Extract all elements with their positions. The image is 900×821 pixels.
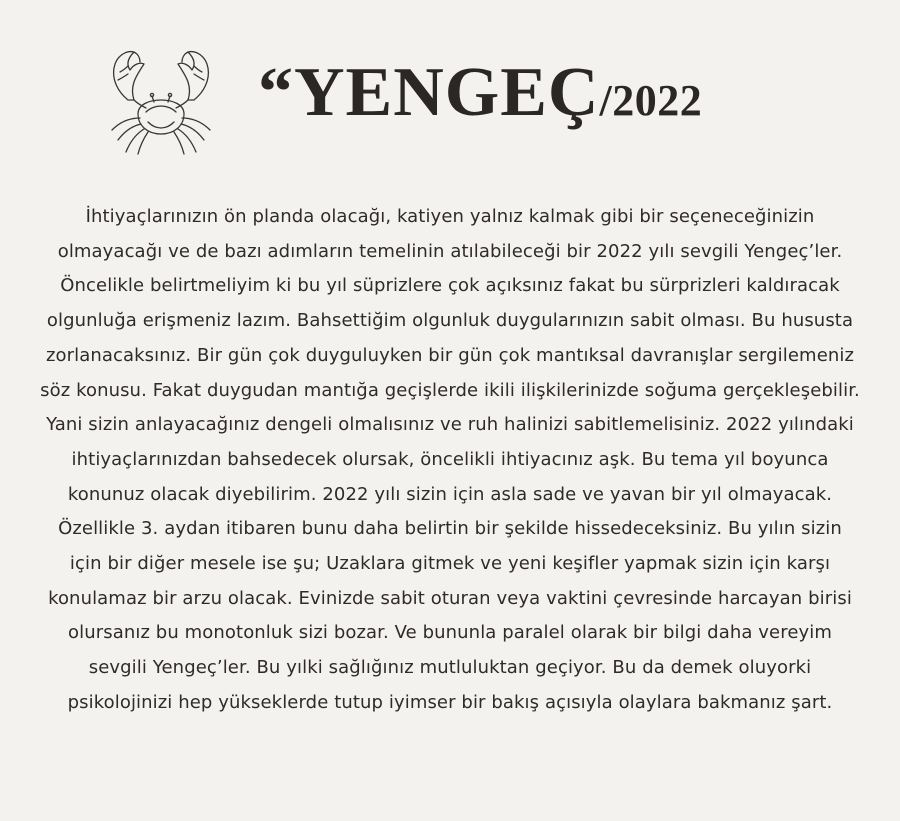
title-sign: “YENGEÇ: [258, 54, 600, 131]
title-year: /2022: [599, 76, 703, 125]
text-line: Yani sizin anlayacağınız dengeli olmalısınız ve ruh halinizi sabitlemelisiniz. 2022 yılındaki: [46, 414, 854, 436]
horoscope-text: [0, 200, 900, 721]
text-line: olmayacağı ve de bazı adımların temelinin atılabileceği bir 2022 yılı sevgili Yengeç’ler.: [57, 240, 843, 262]
crab-icon: [98, 42, 224, 160]
text-line: zorlanacaksınız. Bir gün çok duyguluyken bir gün çok mantıksal davranışlar sergilemeniz: [45, 344, 855, 366]
text-line: konunuz olacak diyebilirim. 2022 yılı sizin için asla sade ve yavan bir yıl olmayacak.: [67, 483, 833, 505]
text-line: Öncelikle belirtmeliyim ki bu yıl süprizlere çok açıksınız fakat bu sürprizleri kaldıracak: [60, 275, 840, 297]
text-line: psikolojinizi hep yükseklerde tutup iyimser bir bakış açısıyla olaylara bakmanız şart.: [67, 691, 833, 713]
text-line: İhtiyaçlarınızın ön planda olacağı, katiyen yalnız kalmak gibi bir seçeneceğinizin: [85, 206, 815, 227]
text-line: konulamaz bir arzu olacak. Evinizde sabit oturan veya vaktini çevresinde harcayan birisi: [48, 587, 852, 609]
header: [0, 28, 900, 168]
text-line: söz konusu. Fakat duygudan mantığa geçişlerde ikili ilişkilerinizde soğuma gerçekleşebilir.: [40, 379, 860, 401]
text-line: Özellikle 3. aydan itibaren bunu daha belirtin bir şekilde hissedeceksiniz. Bu yılın sizin: [58, 518, 842, 540]
text-line: olgunluğa erişmeniz lazım. Bahsettiğim olgunluk duygularınızın sabit olması. Bu hususta: [46, 310, 854, 332]
text-line: sevgili Yengeç’ler. Bu yılki sağlığınız mutluluktan geçiyor. Bu da demek oluyorki: [88, 657, 812, 679]
text-line: için bir diğer mesele ise şu; Uzaklara gitmek ve yeni keşifler yapmak sizin için karşı: [69, 553, 831, 575]
text-line: olursanız bu monotonluk sizi bozar. Ve bununla paralel olarak bir bilgi daha vereyim: [68, 622, 832, 644]
page-title: [258, 54, 703, 131]
text-line: ihtiyaçlarınızdan bahsedecek olursak, öncelikli ihtiyacınız aşk. Bu tema yıl boyunca: [71, 448, 829, 470]
